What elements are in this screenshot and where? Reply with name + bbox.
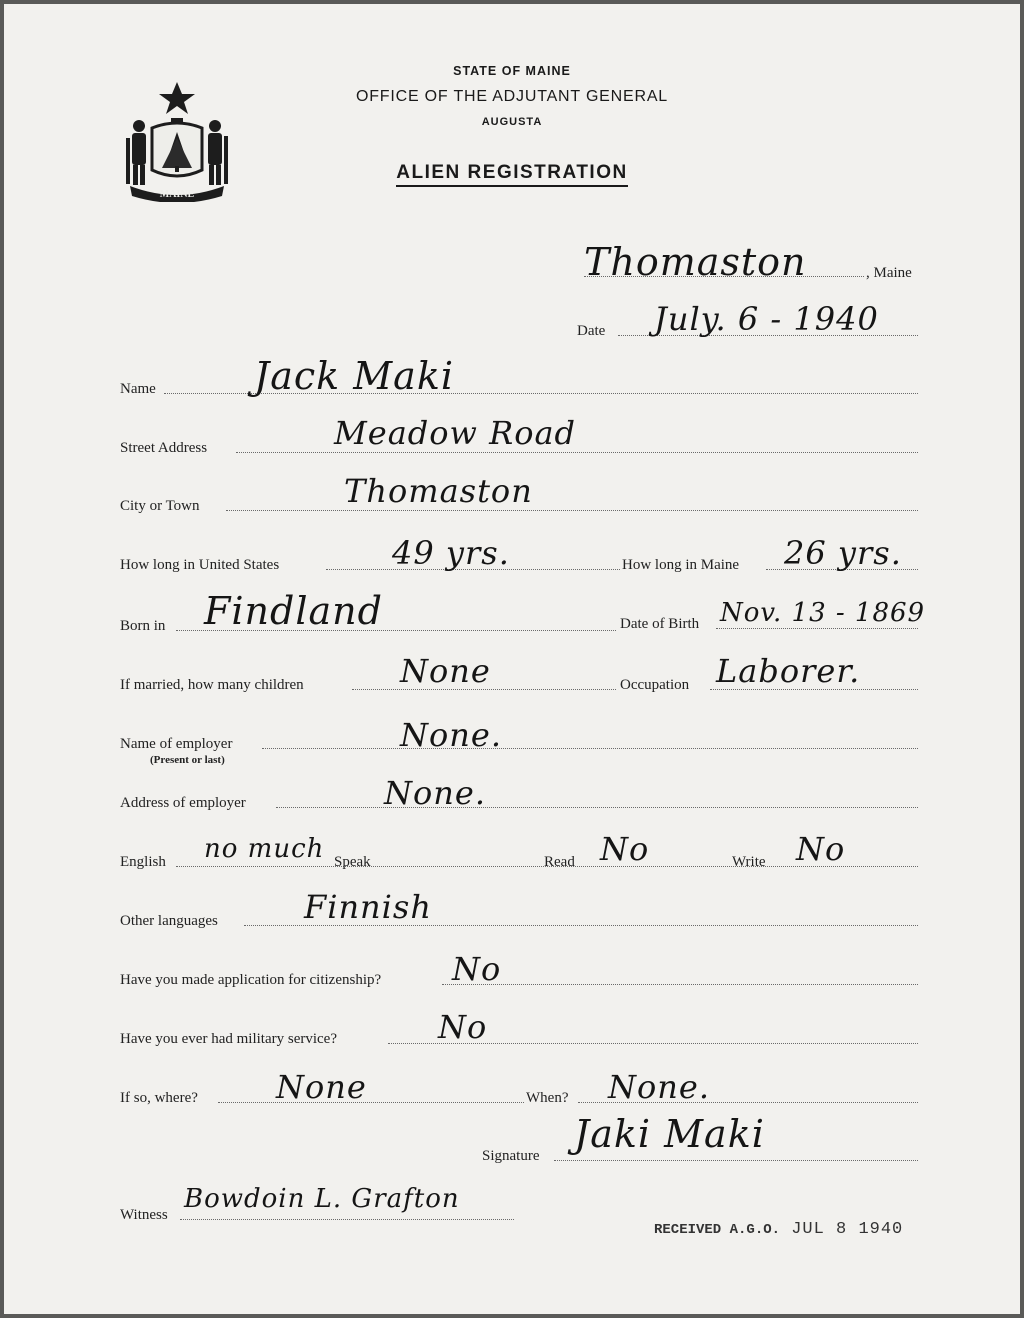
registration-form [4,4,1020,1314]
witness-label: Witness [120,1207,168,1223]
citizenship-label: Have you made application for citizenship? [120,972,382,988]
witness-value: Bowdoin L. Grafton [184,1184,460,1214]
children-value: None [400,652,491,690]
town-value: Thomaston [584,240,807,284]
city-label: City or Town [120,498,200,514]
name-value: Jack Maki [254,354,455,398]
employer-label: Name of employer [120,736,233,752]
when-value: None. [608,1068,710,1106]
read-label: Read [544,854,575,870]
where-value: None [276,1068,367,1106]
received-stamp: RECEIVED A.G.O. JUL 8 1940 [654,1220,904,1239]
header-state: STATE OF MAINE [453,64,571,78]
military-value: No [438,1008,488,1046]
employer-address-value: None. [384,774,486,812]
date-label: Date [577,323,606,339]
employer-sublabel: (Present or last) [150,754,225,766]
born-in-label: Born in [120,618,166,634]
how-long-us-label: How long in United States [120,557,280,573]
english-value: no much [204,834,325,864]
children-label: If married, how many children [120,677,304,693]
speak-label: Speak [334,854,371,870]
military-label: Have you ever had military service? [120,1031,337,1047]
street-value: Meadow Road [334,414,577,452]
write-value: No [796,830,846,868]
employer-value: None. [400,716,502,754]
how-long-me-label: How long in Maine [622,557,740,573]
english-label: English [120,854,166,870]
name-label: Name [120,381,156,397]
write-label: Write [732,854,766,870]
when-label: When? [526,1090,569,1106]
other-languages-value: Finnish [304,888,432,926]
signature-label: Signature [482,1148,540,1164]
dob-value: Nov. 13 - 1869 [720,598,926,628]
occupation-value: Laborer. [716,652,861,690]
form-title: ALIEN REGISTRATION [4,162,1020,184]
town-label: , Maine [866,265,912,281]
where-label: If so, where? [120,1090,198,1106]
occupation-label: Occupation [620,677,690,693]
header-city: AUGUSTA [481,116,543,128]
street-label: Street Address [120,440,208,456]
date-value: July. 6 - 1940 [654,300,879,338]
citizenship-value: No [452,950,502,988]
header-office: OFFICE OF THE ADJUTANT GENERAL [355,88,669,105]
svg-text:MAINE: MAINE [159,189,195,200]
maine-seal-icon [122,78,232,202]
signature-value: Jaki Maki [574,1112,765,1156]
how-long-me-value: 26 yrs. [784,534,902,572]
other-languages-label: Other languages [120,913,218,929]
dob-label: Date of Birth [620,616,700,632]
read-value: No [600,830,650,868]
how-long-us-value: 49 yrs. [392,534,510,572]
city-value: Thomaston [344,472,533,510]
employer-address-label: Address of employer [120,795,246,811]
born-in-value: Findland [204,589,383,633]
